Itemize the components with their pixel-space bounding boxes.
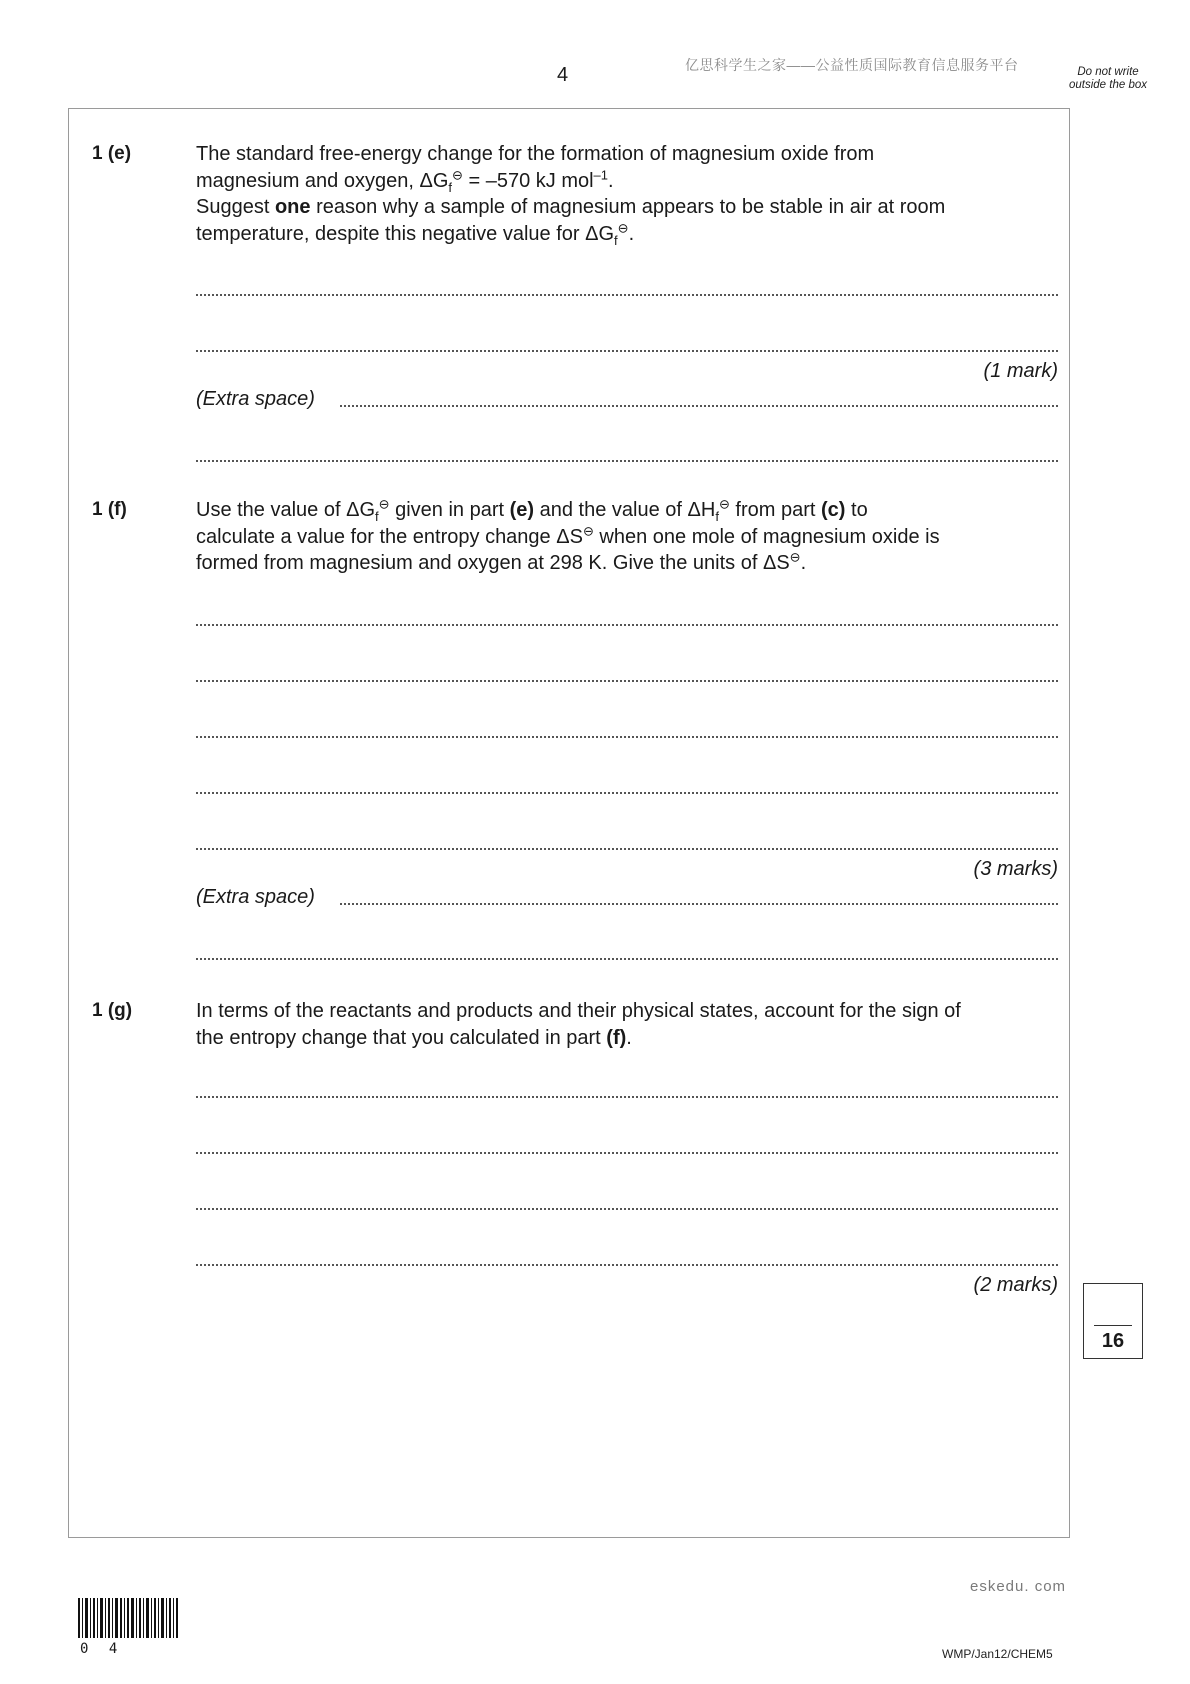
answer-line[interactable] [196,736,1058,738]
question-number-1g: 1 (g) [92,1000,133,1021]
question-number-1e: 1 (e) [92,143,132,164]
answer-line[interactable] [196,792,1058,794]
q1e-line-1: The standard free-energy change for the formation of magnesium oxide from [196,143,875,165]
watermark-text: 亿思科学生之家——公益性质国际教育信息服务平台 [685,57,1019,73]
answer-line[interactable] [196,1208,1058,1210]
answer-line[interactable] [196,1096,1058,1098]
q1e-line-4: temperature, despite this negative value for $\Delta G_f^⊖$. [196,219,635,248]
extra-space-label: (Extra space) [196,886,315,908]
page-number: 4 [557,64,569,86]
extra-space-label: (Extra space) [196,388,315,410]
answer-line[interactable] [196,350,1058,352]
marks-label-1e: (1 mark) [983,360,1058,382]
question-1g-text [196,998,1066,1051]
margin-note: Do not write outside the box [1068,66,1147,91]
answer-frame [68,108,1070,1538]
score-box-line [1094,1325,1132,1326]
q1e-line-3: Suggest one reason why a sample of magnesium appears to be stable in air at room [196,196,946,218]
score-box [1083,1283,1143,1359]
answer-line[interactable] [196,294,1058,296]
answer-line[interactable] [196,1264,1058,1266]
q1g-line-2: the entropy change that you calculated in part (f). [196,1026,632,1049]
q1e-line-2: magnesium and oxygen, $\Delta G_f^⊖ = -570$ kJ mol$^{-1}$. [196,166,614,195]
marks-label-1g: (2 marks) [973,1274,1058,1296]
q1f-line-3: formed from magnesium and oxygen at 298 K. Give the units of ΔS⊖. [196,549,807,574]
extra-answer-line[interactable] [196,958,1058,960]
score-total: 16 [1101,1330,1125,1352]
extra-answer-line[interactable] [340,405,1058,407]
marks-label-1f: (3 marks) [973,858,1058,880]
question-number-1f: 1 (f) [92,499,127,520]
paper-code: WMP/Jan12/CHEM5 [942,1647,1053,1661]
extra-answer-line[interactable] [340,903,1058,905]
q1f-line-1: Use the value of $\Delta G_f^⊖$ given in part (e) and the value of $\Delta H_f^⊖$ from part (c) to [196,496,868,524]
site-watermark: eskedu. com [970,1578,1067,1595]
barcode-graphic [78,1598,178,1638]
question-1e-text [196,141,1066,247]
barcode-number: 0 4 [80,1641,124,1657]
q1f-line-2: calculate a value for the entropy change ΔS⊖ when one mole of magnesium oxide is [196,522,940,548]
answer-line[interactable] [196,680,1058,682]
answer-line[interactable] [196,848,1058,850]
question-1f-text [196,497,1066,577]
answer-line[interactable] [196,624,1058,626]
q1g-line-1: In terms of the reactants and products and their physical states, account for the sign of [196,1000,961,1022]
extra-answer-line[interactable] [196,460,1058,462]
answer-line[interactable] [196,1152,1058,1154]
